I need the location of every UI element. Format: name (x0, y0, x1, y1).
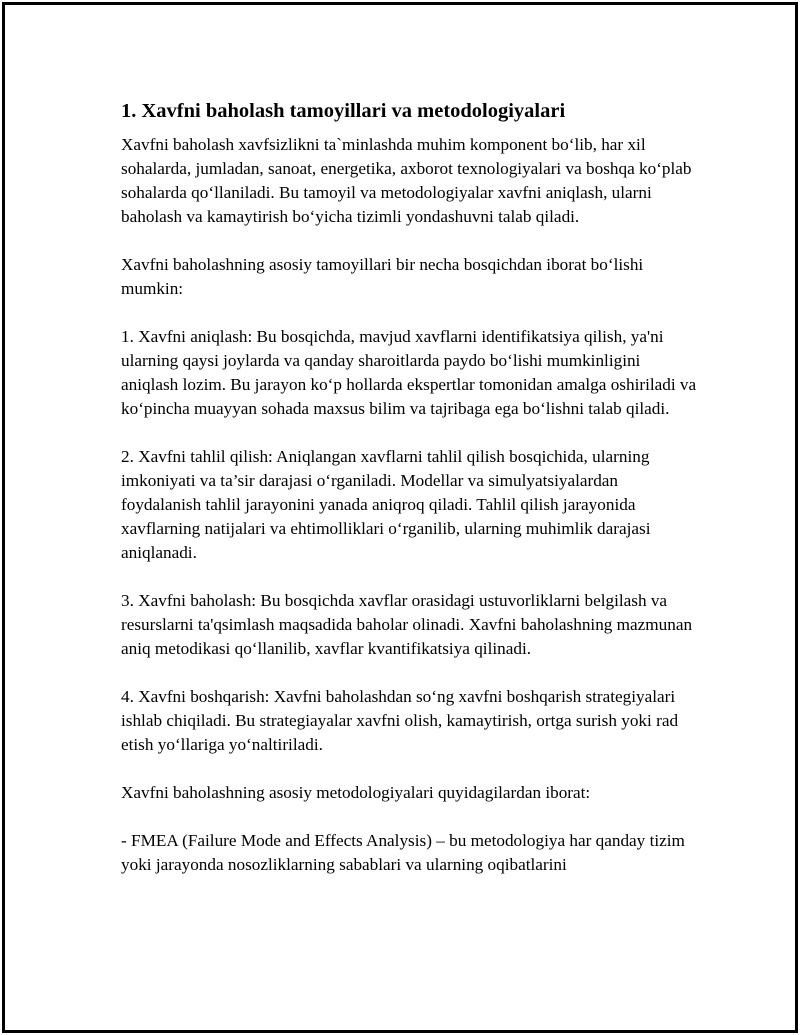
document-page (2, 2, 798, 1033)
paragraph-fmea: - FMEA (Failure Mode and Effects Analysis) – bu metodologiya har qanday tizim yoki jarayonda nosozliklarning sabablari va ularning oqibatlarini (121, 831, 685, 874)
paragraph-step-manage: 4. Xavfni boshqarish: Xavfni baholashdan soʻng xavfni boshqarish strategiyalari ishlab chiqiladi. Bu strategiayalar xavfni olish, kamaytirish, ortga surish yoki rad etish yoʻllariga yoʻnaltiriladi. (121, 687, 679, 754)
paragraph-intro: Xavfni baholash xavfsizlikni ta`minlashda muhim komponent boʻlib, har xil sohalarda, jumladan, sanoat, energetika, axborot texnologiyalari va boshqa koʻplab sohalarda qoʻllaniladi. Bu tamoyil va metodologiyalar xavfni aniqlash, ularni baholash va kamaytirish boʻyicha tizimli yondashuvni talab qiladi. (121, 135, 692, 226)
document-body (121, 97, 701, 877)
paragraph-step-evaluate: 3. Xavfni baholash: Bu bosqichda xavflar orasidagi ustuvorliklarni belgilash va resurslarni ta'qsimlash maqsadida baholar olinadi. Xavfni baholashning mazmunan aniq metodikasi qoʻllanilib, xavflar kvantifikatsiya qilinadi. (121, 591, 693, 658)
section-heading: 1. Xavfni baholash tamoyillari va metodologiyalari (121, 100, 566, 122)
paragraph-methodologies-lead: Xavfni baholashning asosiy metodologiyalari quyidagilardan iborat: (121, 783, 591, 802)
paragraph-step-analyze: 2. Xavfni tahlil qilish: Aniqlangan xavflarni tahlil qilish bosqichida, ularning imkoniyati va ta’sir darajasi oʻrganiladi. Modellar va simulyatsiyalardan foydalanish tahlil jarayonini yanada aniqroq qiladi. Tahlil qilish jarayonida xavflarning natijalari va ehtimolliklari oʻrganilib, ularning muhimlik darajasi aniqlanadi. (121, 447, 651, 562)
paragraph-principles-lead: Xavfni baholashning asosiy tamoyillari bir necha bosqichdan iborat boʻlishi mumkin: (121, 255, 644, 298)
paragraph-step-identify: 1. Xavfni aniqlash: Bu bosqichda, mavjud xavflarni identifikatsiya qilish, ya'ni ularning qaysi joylarda va qanday sharoitlarda paydo boʻlishi mumkinligini aniqlash lozim. Bu jarayon koʻp hollarda ekspertlar tomonidan amalga oshiriladi va koʻpincha muayyan sohada maxsus bilim va tajribaga ega boʻlishni talab qiladi. (121, 327, 697, 418)
